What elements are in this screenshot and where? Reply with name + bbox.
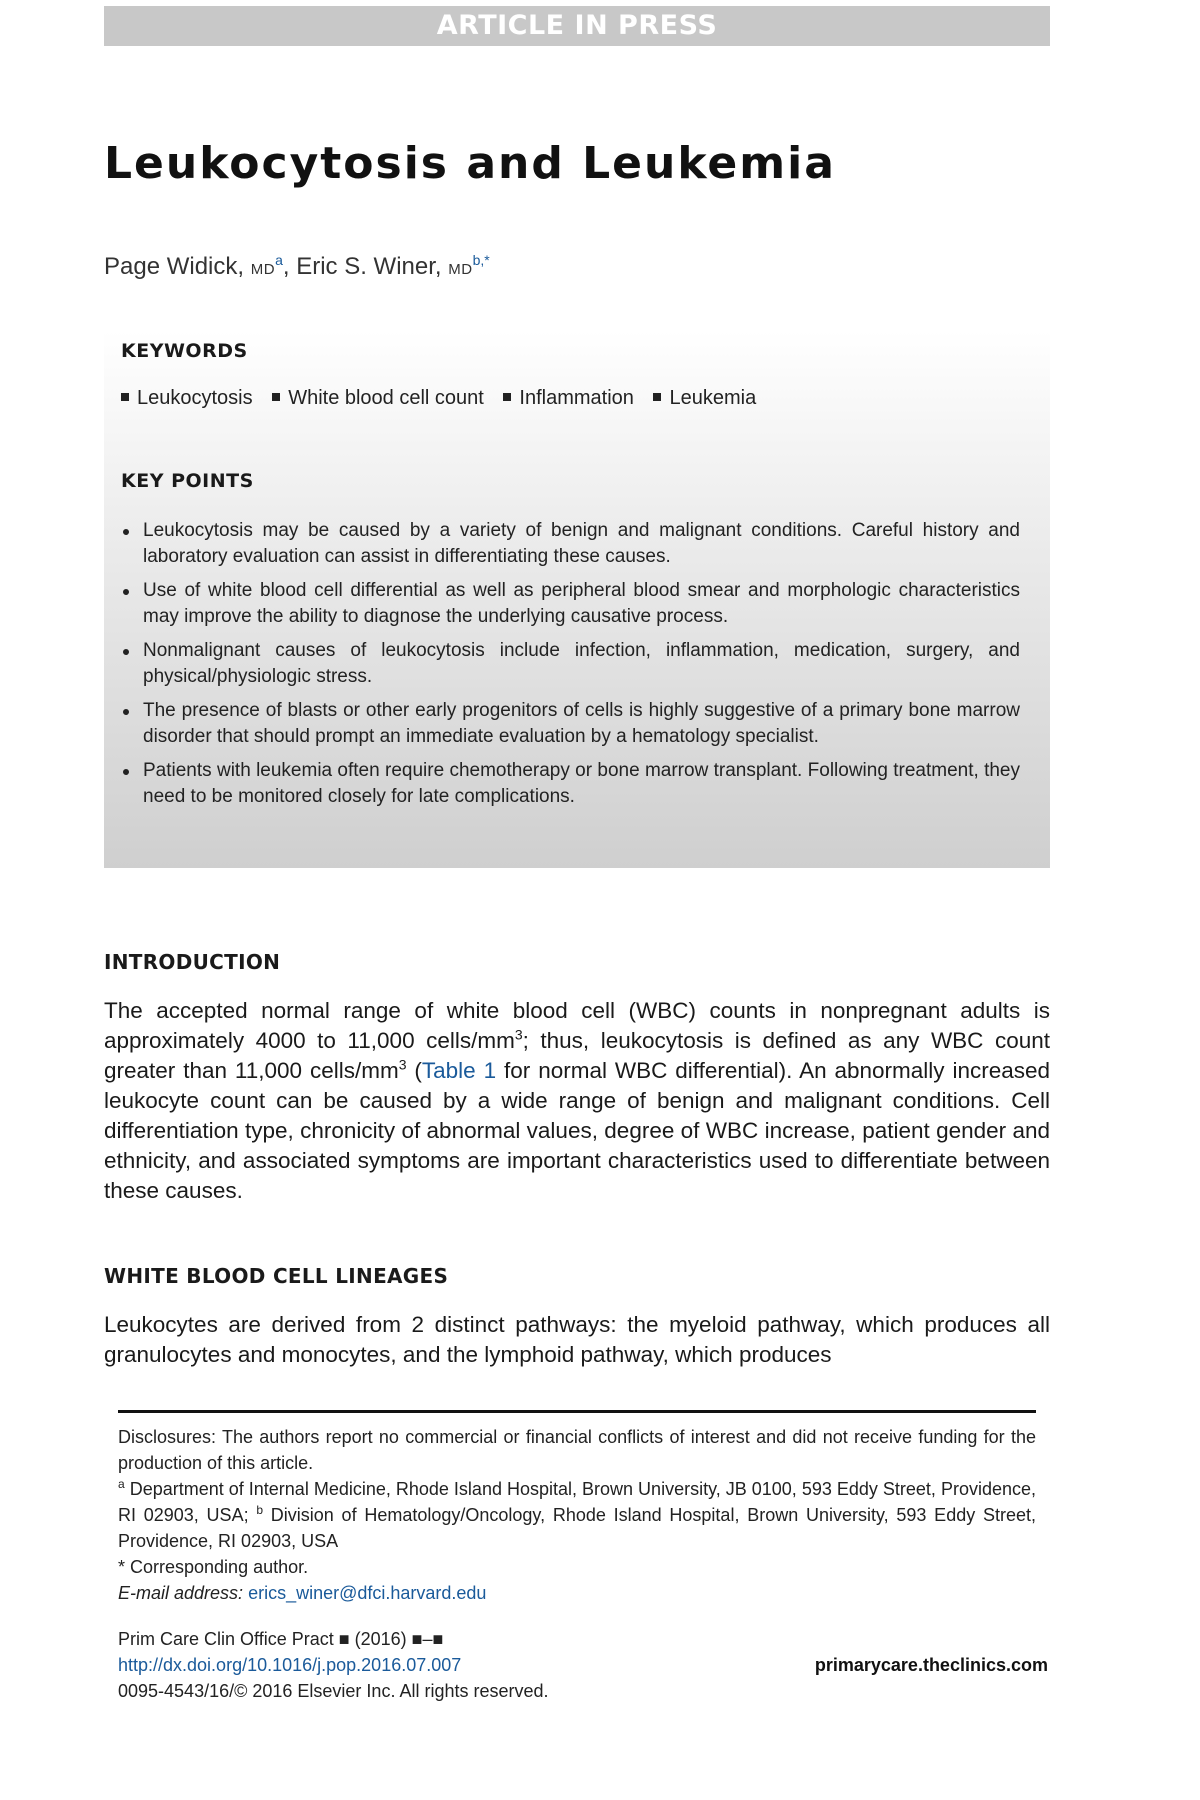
journal-website[interactable]: primarycare.theclinics.com xyxy=(814,1655,1048,1675)
key-points-heading: KEY POINTS xyxy=(121,470,254,492)
disclosures-note: Disclosures: The authors report no commercial or financial conflicts of interest and did not receive funding for the production of this article. xyxy=(118,1427,1036,1473)
footnotes xyxy=(118,1424,1036,1606)
key-point-item: Leukocytosis may be caused by a variety of benign and malignant conditions. Careful history and laboratory evaluation can assist in differentiating these causes. xyxy=(121,518,1020,570)
round-bullet-icon xyxy=(123,529,129,535)
keyword-item: Leukemia xyxy=(653,387,756,409)
round-bullet-icon xyxy=(123,709,129,715)
key-point-item: Nonmalignant causes of leukocytosis include infection, inflammation, medication, surgery, and physical/physiologic stress. xyxy=(121,638,1020,690)
table-1-link[interactable]: Table 1 xyxy=(421,1058,497,1083)
author-1-name: Page Widick, xyxy=(104,253,245,280)
key-point-item: The presence of blasts or other early progenitors of cells is highly suggestive of a primary bone marrow disorder that should prompt an immediate evaluation by a hematology specialist. xyxy=(121,698,1020,750)
key-point-item: Use of white blood cell differential as well as peripheral blood smear and morphologic characteristics may improve the ability to diagnose the underlying causative process. xyxy=(121,578,1020,630)
keywords-heading: KEYWORDS xyxy=(121,340,248,362)
lineages-heading: WHITE BLOOD CELL LINEAGES xyxy=(104,1264,449,1288)
key-points-list xyxy=(121,518,1020,810)
square-bullet-icon xyxy=(272,393,280,401)
journal-info xyxy=(118,1626,1048,1704)
author-1-degree: MD xyxy=(250,261,276,278)
lineages-paragraph: Leukocytes are derived from 2 distinct pathways: the myeloid pathway, which produces all granulocytes and monocytes, and the lymphoid pathway, which produces xyxy=(104,1312,1050,1367)
doi-link[interactable]: http://dx.doi.org/10.1016/j.pop.2016.07.007 xyxy=(118,1655,462,1675)
article-in-press-banner: ARTICLE IN PRESS xyxy=(104,6,1050,46)
author-2-degree: MD xyxy=(448,261,473,278)
keywords-keypoints-box xyxy=(104,330,1050,868)
author-line: Page Widick, $MD^a$, Eric S. Winer, $MD^{b,*}$ xyxy=(104,252,490,280)
introduction-paragraph: The accepted normal range of white blood cell (WBC) counts in nonpregnant adults is approximately 4000 to 11,000 cells/$mm^3$; thus, leukocytosis is defined as any WBC count greater than 11,000 cells/$mm^3$ (Table 1 for normal WBC differential). An abnormally increased leukocyte count can be caused by a wide range of benign and malignant conditions. Cell differentiation type, chronicity of abnormal values, degree of WBC increase, patient gender and ethnicity, and associated symptoms are important characteristics used to differentiate between these causes. xyxy=(104,998,1051,1203)
key-point-item: Patients with leukemia often require chemotherapy or bone marrow transplant. Following treatment, they need to be monitored closely for late complications. xyxy=(121,758,1020,810)
square-bullet-icon xyxy=(653,393,661,401)
round-bullet-icon xyxy=(123,649,129,655)
author-1-affiliation-marker[interactable]: a xyxy=(275,252,283,268)
journal-citation: Prim Care Clin Office Pract ■ (2016) ■–■ xyxy=(118,1629,444,1649)
keywords-list xyxy=(121,387,1020,410)
keyword-item: Inflammation xyxy=(503,387,634,409)
email-link[interactable]: erics_winer@dfci.harvard.edu xyxy=(248,1583,487,1603)
introduction-heading: INTRODUCTION xyxy=(104,950,281,974)
affiliations-note: $^a$ Department of Internal Medicine, Rhode Island Hospital, Brown University, JB 0100, 593 Eddy Street, Providence, RI 02903, USA; $^b$ Division of Hematology/Oncology, Rhode Island Hospital, Brown University, 593 Eddy Street, Providence, RI 02903, USA xyxy=(118,1477,1036,1551)
author-2-affiliation-marker[interactable]: b,* xyxy=(472,252,490,268)
email-note: E-mail address: erics_winer@dfci.harvard.edu xyxy=(118,1583,487,1603)
square-bullet-icon xyxy=(503,393,511,401)
square-bullet-icon xyxy=(121,393,129,401)
keyword-item: Leukocytosis xyxy=(121,387,253,409)
round-bullet-icon xyxy=(123,769,129,775)
footnote-divider xyxy=(118,1410,1036,1413)
round-bullet-icon xyxy=(123,589,129,595)
keyword-item: White blood cell count xyxy=(272,387,484,409)
author-2-name: Eric S. Winer, xyxy=(296,253,442,280)
corresponding-author-note: * Corresponding author. xyxy=(118,1557,309,1577)
copyright-line: 0095-4543/16/© 2016 Elsevier Inc. All rights reserved. xyxy=(118,1681,549,1701)
article-title: Leukocytosis and Leukemia xyxy=(104,138,836,189)
